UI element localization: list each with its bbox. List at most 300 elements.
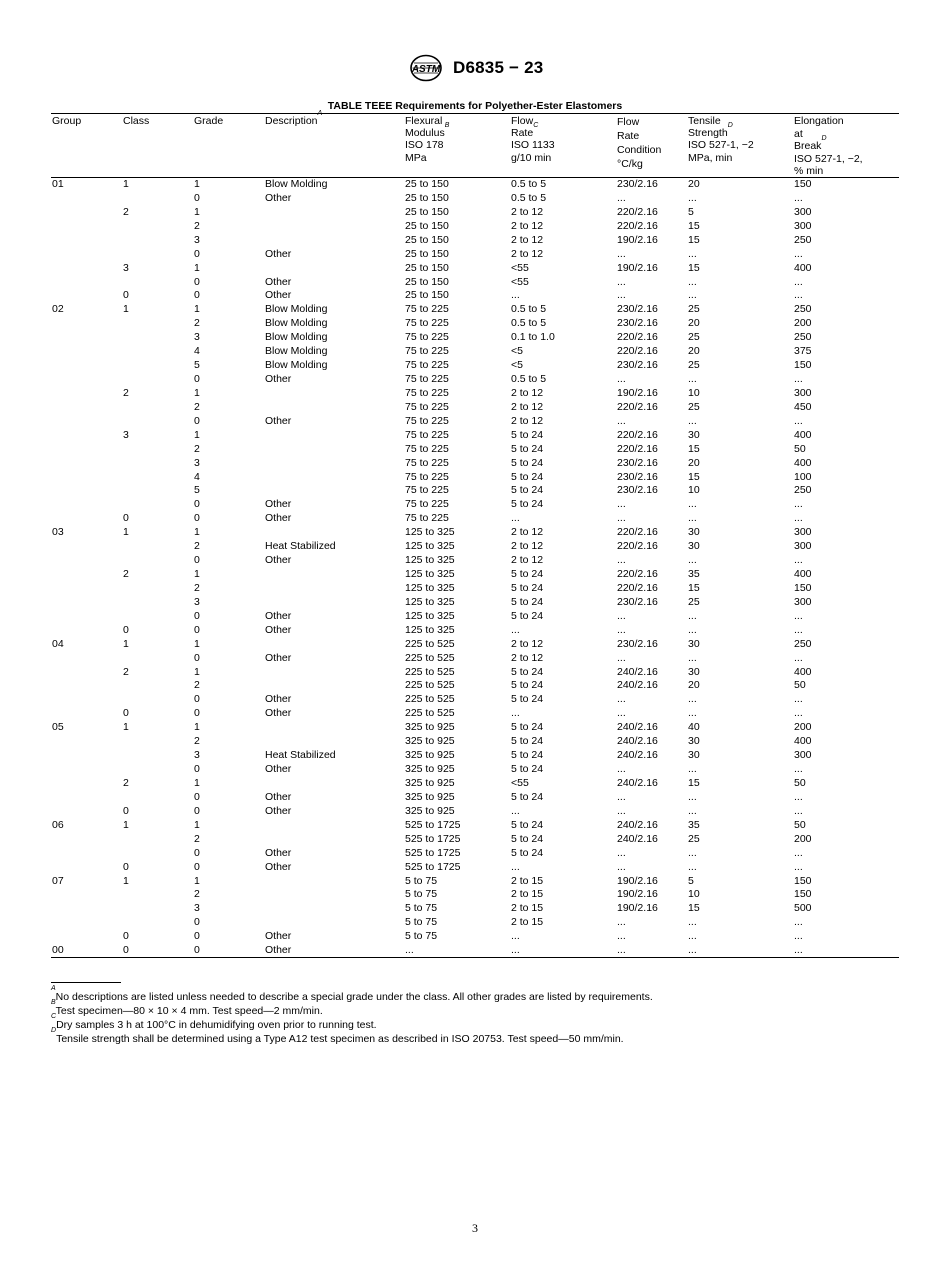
cell-flow-rate: 5 to 24 (511, 693, 544, 706)
cell-description: Blow Molding (265, 359, 328, 372)
cell-elongation: ... (794, 623, 803, 636)
cell-flow-rate: 0.5 to 5 (511, 317, 547, 330)
cell-grade: 0 (194, 275, 200, 288)
cell-tensile-strength: ... (688, 707, 697, 720)
cell-flexural-modulus: 25 to 150 (405, 205, 449, 218)
cell-class: 0 (123, 707, 129, 720)
table-row (0, 888, 950, 902)
cell-flexural-modulus: 75 to 225 (405, 400, 449, 413)
cell-description: Other (265, 804, 292, 817)
cell-flow-condition: ... (617, 275, 626, 288)
cell-tensile-strength: ... (688, 191, 697, 204)
cell-tensile-strength: 25 (688, 303, 700, 316)
footnote-rule (51, 982, 121, 983)
cell-flexural-modulus: 125 to 325 (405, 623, 455, 636)
cell-flow-condition: 240/2.16 (617, 679, 658, 692)
table-row (0, 373, 950, 387)
cell-flexural-modulus: 75 to 225 (405, 345, 449, 358)
cell-grade: 0 (194, 651, 200, 664)
cell-tensile-strength: 25 (688, 359, 700, 372)
footnote (51, 1027, 624, 1046)
cell-elongation: ... (794, 554, 803, 567)
cell-flexural-modulus: 75 to 225 (405, 359, 449, 372)
cell-grade: 0 (194, 944, 200, 957)
cell-flexural-modulus: 125 to 325 (405, 554, 455, 567)
table-row (0, 484, 950, 498)
table-row (0, 317, 950, 331)
cell-flow-condition: 240/2.16 (617, 776, 658, 789)
cell-elongation: 375 (794, 345, 812, 358)
cell-tensile-strength: ... (688, 498, 697, 511)
cell-grade: 0 (194, 763, 200, 776)
cell-tensile-strength: 30 (688, 526, 700, 539)
cell-elongation: 100 (794, 470, 812, 483)
cell-flexural-modulus: 75 to 225 (405, 428, 449, 441)
cell-elongation: 150 (794, 178, 812, 190)
cell-flexural-modulus: 325 to 925 (405, 776, 455, 789)
cell-grade: 0 (194, 554, 200, 567)
cell-elongation: 300 (794, 540, 812, 553)
cell-flow-rate: ... (511, 930, 520, 943)
table-row (0, 331, 950, 345)
footnote-text: No descriptions are listed unless needed to describe a special grade under the class. All other grades are listed by requirements. (55, 991, 653, 1003)
footnote (51, 985, 653, 1004)
cell-flow-rate: ... (511, 860, 520, 873)
cell-grade: 2 (194, 540, 200, 553)
cell-flow-condition: 220/2.16 (617, 540, 658, 553)
cell-flexural-modulus: 75 to 225 (405, 456, 449, 469)
cell-description: Blow Molding (265, 345, 328, 358)
cell-flexural-modulus: 325 to 925 (405, 721, 455, 734)
cell-flexural-modulus: 5 to 75 (405, 874, 438, 887)
cell-flow-condition: 220/2.16 (617, 568, 658, 581)
cell-class: 0 (123, 930, 129, 943)
cell-grade: 2 (194, 735, 200, 748)
cell-flow-rate: 2 to 12 (511, 233, 544, 246)
cell-tensile-strength: 30 (688, 428, 700, 441)
cell-flow-condition: 220/2.16 (617, 526, 658, 539)
cell-flexural-modulus: 225 to 525 (405, 637, 455, 650)
cell-flow-condition: 190/2.16 (617, 233, 658, 246)
cell-tensile-strength: ... (688, 693, 697, 706)
cell-flow-rate: 5 to 24 (511, 846, 544, 859)
cell-grade: 1 (194, 818, 200, 831)
table-top-rule (51, 113, 899, 114)
cell-flexural-modulus: 525 to 1725 (405, 846, 461, 859)
cell-flexural-modulus: 225 to 525 (405, 665, 455, 678)
cell-description: Other (265, 623, 292, 636)
cell-group: 05 (52, 721, 64, 734)
cell-tensile-strength: ... (688, 651, 697, 664)
cell-tensile-strength: ... (688, 944, 697, 957)
cell-flow-rate: 2 to 12 (511, 386, 544, 399)
table-row (0, 471, 950, 485)
cell-elongation: ... (794, 498, 803, 511)
cell-grade: 0 (194, 930, 200, 943)
cell-description: Other (265, 414, 292, 427)
footnote-mark: A (317, 110, 323, 117)
cell-grade: 0 (194, 414, 200, 427)
cell-flow-condition: ... (617, 860, 626, 873)
cell-flow-condition: ... (617, 623, 626, 636)
cell-elongation: ... (794, 944, 803, 957)
cell-flow-condition: 190/2.16 (617, 902, 658, 915)
table-row (0, 429, 950, 443)
cell-elongation: 300 (794, 595, 812, 608)
table-row (0, 582, 950, 596)
cell-flow-condition: 220/2.16 (617, 345, 658, 358)
cell-flow-condition: 190/2.16 (617, 888, 658, 901)
cell-class: 0 (123, 512, 129, 525)
cell-elongation: 400 (794, 568, 812, 581)
cell-flow-condition: 220/2.16 (617, 581, 658, 594)
cell-tensile-strength: ... (688, 289, 697, 302)
cell-flow-condition: 230/2.16 (617, 637, 658, 650)
cell-flexural-modulus: 75 to 225 (405, 498, 449, 511)
cell-flexural-modulus: 25 to 150 (405, 178, 449, 190)
cell-flow-condition: ... (617, 804, 626, 817)
cell-grade: 1 (194, 874, 200, 887)
cell-grade: 0 (194, 512, 200, 525)
cell-description: Other (265, 373, 292, 386)
cell-flow-condition: ... (617, 651, 626, 664)
cell-flow-rate: <55 (511, 776, 529, 789)
cell-elongation: ... (794, 860, 803, 873)
cell-class: 2 (123, 386, 129, 399)
cell-flow-condition: ... (617, 609, 626, 622)
cell-tensile-strength: ... (688, 414, 697, 427)
table-row (0, 693, 950, 707)
header-flow-condition: Flow Rate Condition °C/kg (617, 116, 662, 170)
table-row (0, 443, 950, 457)
cell-flexural-modulus: 125 to 325 (405, 581, 455, 594)
cell-class: 2 (123, 665, 129, 678)
header-class: Class (123, 115, 150, 127)
cell-class: 1 (123, 818, 129, 831)
cell-flexural-modulus: 525 to 1725 (405, 832, 461, 845)
cell-grade: 1 (194, 303, 200, 316)
cell-flow-rate: 5 to 24 (511, 442, 544, 455)
cell-flow-rate: <5 (511, 345, 523, 358)
cell-description: Heat Stabilized (265, 749, 336, 762)
cell-description: Blow Molding (265, 331, 328, 344)
cell-elongation: ... (794, 289, 803, 302)
cell-flexural-modulus: ... (405, 944, 414, 957)
cell-tensile-strength: 10 (688, 888, 700, 901)
cell-flow-condition: ... (617, 289, 626, 302)
cell-grade: 2 (194, 581, 200, 594)
cell-flexural-modulus: 325 to 925 (405, 804, 455, 817)
cell-group: 04 (52, 637, 64, 650)
cell-class: 2 (123, 205, 129, 218)
cell-tensile-strength: 15 (688, 233, 700, 246)
cell-elongation: ... (794, 609, 803, 622)
cell-elongation: 300 (794, 219, 812, 232)
cell-group: 00 (52, 944, 64, 957)
cell-flow-condition: 230/2.16 (617, 456, 658, 469)
cell-flow-condition: ... (617, 707, 626, 720)
cell-flow-rate: 2 to 12 (511, 205, 544, 218)
cell-tensile-strength: ... (688, 846, 697, 859)
cell-elongation: ... (794, 763, 803, 776)
footnote-mark: C (51, 1013, 57, 1020)
footnote (51, 999, 323, 1018)
cell-grade: 0 (194, 846, 200, 859)
cell-tensile-strength: 20 (688, 456, 700, 469)
cell-tensile-strength: 30 (688, 735, 700, 748)
cell-flexural-modulus: 225 to 525 (405, 679, 455, 692)
cell-tensile-strength: 25 (688, 400, 700, 413)
cell-class: 3 (123, 428, 129, 441)
cell-tensile-strength: ... (688, 554, 697, 567)
cell-flow-condition: ... (617, 763, 626, 776)
cell-grade: 1 (194, 776, 200, 789)
cell-flow-rate: 2 to 12 (511, 247, 544, 260)
cell-grade: 5 (194, 359, 200, 372)
cell-flexural-modulus: 75 to 225 (405, 317, 449, 330)
cell-description: Other (265, 846, 292, 859)
cell-flow-rate: 2 to 12 (511, 400, 544, 413)
cell-flow-condition: 230/2.16 (617, 470, 658, 483)
cell-grade: 2 (194, 219, 200, 232)
cell-grade: 1 (194, 526, 200, 539)
cell-flow-condition: ... (617, 191, 626, 204)
cell-tensile-strength: 35 (688, 568, 700, 581)
table-row (0, 861, 950, 875)
cell-description: Other (265, 498, 292, 511)
cell-flow-rate: 5 to 24 (511, 832, 544, 845)
table-row (0, 498, 950, 512)
table-row (0, 791, 950, 805)
cell-tensile-strength: 10 (688, 484, 700, 497)
cell-elongation: 150 (794, 888, 812, 901)
cell-grade: 5 (194, 484, 200, 497)
table-row (0, 359, 950, 373)
cell-flexural-modulus: 525 to 1725 (405, 818, 461, 831)
cell-description: Other (265, 930, 292, 943)
cell-tensile-strength: ... (688, 930, 697, 943)
table-row (0, 248, 950, 262)
cell-flow-rate: 5 to 24 (511, 568, 544, 581)
cell-flow-rate: 2 to 12 (511, 540, 544, 553)
cell-elongation: ... (794, 707, 803, 720)
cell-grade: 0 (194, 804, 200, 817)
cell-flexural-modulus: 5 to 75 (405, 902, 438, 915)
cell-elongation: 50 (794, 679, 806, 692)
cell-grade: 1 (194, 428, 200, 441)
cell-grade: 2 (194, 679, 200, 692)
cell-flexural-modulus: 125 to 325 (405, 568, 455, 581)
cell-flow-condition: 230/2.16 (617, 484, 658, 497)
cell-flow-condition: ... (617, 414, 626, 427)
cell-elongation: ... (794, 373, 803, 386)
cell-elongation: ... (794, 846, 803, 859)
cell-flexural-modulus: 25 to 150 (405, 275, 449, 288)
cell-tensile-strength: ... (688, 623, 697, 636)
cell-flow-rate: 0.5 to 5 (511, 303, 547, 316)
cell-elongation: ... (794, 790, 803, 803)
cell-flow-condition: 220/2.16 (617, 442, 658, 455)
cell-flexural-modulus: 75 to 225 (405, 442, 449, 455)
table-row (0, 457, 950, 471)
cell-flexural-modulus: 25 to 150 (405, 233, 449, 246)
cell-tensile-strength: 5 (688, 874, 694, 887)
cell-flow-condition: 240/2.16 (617, 832, 658, 845)
cell-flow-rate: ... (511, 804, 520, 817)
cell-grade: 1 (194, 637, 200, 650)
cell-tensile-strength: 15 (688, 776, 700, 789)
cell-flow-rate: 0.1 to 1.0 (511, 331, 555, 344)
cell-grade: 0 (194, 373, 200, 386)
cell-flow-rate: 2 to 12 (511, 554, 544, 567)
cell-elongation: 150 (794, 359, 812, 372)
table-row (0, 833, 950, 847)
cell-grade: 1 (194, 721, 200, 734)
cell-flexural-modulus: 125 to 325 (405, 595, 455, 608)
cell-flow-condition: ... (617, 693, 626, 706)
cell-description: Other (265, 707, 292, 720)
cell-flow-condition: ... (617, 930, 626, 943)
cell-flow-rate: ... (511, 707, 520, 720)
header-tensile-strength: Tensile Strength$^D$ ISO 527-1, −2 MPa, min (688, 115, 754, 164)
footnote-mark: C (533, 122, 539, 130)
cell-elongation: ... (794, 275, 803, 288)
cell-flow-condition: 230/2.16 (617, 595, 658, 608)
cell-flow-rate: 5 to 24 (511, 470, 544, 483)
table-row (0, 192, 950, 206)
cell-tensile-strength: 5 (688, 205, 694, 218)
cell-grade: 3 (194, 331, 200, 344)
cell-tensile-strength: 15 (688, 442, 700, 455)
cell-tensile-strength: ... (688, 860, 697, 873)
cell-description: Other (265, 763, 292, 776)
cell-description: Blow Molding (265, 178, 328, 190)
cell-flow-rate: 5 to 24 (511, 818, 544, 831)
cell-grade: 0 (194, 623, 200, 636)
cell-elongation: 200 (794, 721, 812, 734)
cell-tensile-strength: 30 (688, 749, 700, 762)
cell-tensile-strength: ... (688, 512, 697, 525)
table-row (0, 512, 950, 526)
cell-flow-condition: 230/2.16 (617, 303, 658, 316)
cell-elongation: ... (794, 191, 803, 204)
cell-group: 02 (52, 303, 64, 316)
table-row (0, 220, 950, 234)
cell-grade: 1 (194, 665, 200, 678)
cell-flow-rate: 5 to 24 (511, 456, 544, 469)
cell-elongation: 200 (794, 317, 812, 330)
table-row (0, 624, 950, 638)
cell-flow-condition: ... (617, 916, 626, 929)
table-row (0, 902, 950, 916)
cell-flow-rate: 2 to 15 (511, 902, 544, 915)
cell-flow-rate: 2 to 15 (511, 874, 544, 887)
cell-grade: 0 (194, 860, 200, 873)
table-row (0, 234, 950, 248)
cell-elongation: 400 (794, 428, 812, 441)
cell-flow-condition: 220/2.16 (617, 219, 658, 232)
cell-flexural-modulus: 225 to 525 (405, 651, 455, 664)
page-number: 3 (472, 1221, 478, 1235)
cell-grade: 3 (194, 749, 200, 762)
cell-flexural-modulus: 125 to 325 (405, 526, 455, 539)
cell-flexural-modulus: 5 to 75 (405, 930, 438, 943)
cell-class: 3 (123, 261, 129, 274)
footnote-text: Dry samples 3 h at 100°C in dehumidifying oven prior to running test. (56, 1019, 377, 1031)
cell-flow-condition: ... (617, 846, 626, 859)
cell-flow-condition: ... (617, 554, 626, 567)
cell-flexural-modulus: 225 to 525 (405, 693, 455, 706)
cell-tensile-strength: 25 (688, 595, 700, 608)
cell-grade: 0 (194, 693, 200, 706)
table-row (0, 916, 950, 930)
cell-elongation: ... (794, 651, 803, 664)
table-row (0, 749, 950, 763)
table-row (0, 875, 950, 889)
cell-flexural-modulus: 25 to 150 (405, 289, 449, 302)
cell-grade: 1 (194, 205, 200, 218)
cell-tensile-strength: 35 (688, 818, 700, 831)
cell-flexural-modulus: 75 to 225 (405, 470, 449, 483)
cell-flow-condition: ... (617, 247, 626, 260)
cell-flow-rate: 5 to 24 (511, 790, 544, 803)
cell-group: 01 (52, 178, 64, 190)
cell-class: 0 (123, 944, 129, 957)
cell-elongation: 50 (794, 818, 806, 831)
cell-flexural-modulus: 125 to 325 (405, 609, 455, 622)
cell-description: Other (265, 860, 292, 873)
cell-flexural-modulus: 325 to 925 (405, 735, 455, 748)
cell-flow-rate: 2 to 12 (511, 414, 544, 427)
table-row (0, 596, 950, 610)
footnote-mark: D (727, 122, 733, 130)
footnote (51, 1013, 377, 1032)
cell-group: 06 (52, 818, 64, 831)
cell-grade: 4 (194, 470, 200, 483)
cell-elongation: ... (794, 247, 803, 260)
cell-class: 1 (123, 874, 129, 887)
cell-flow-rate: 5 to 24 (511, 581, 544, 594)
cell-flow-condition: 230/2.16 (617, 359, 658, 372)
cell-class: 1 (123, 526, 129, 539)
cell-flow-condition: 240/2.16 (617, 749, 658, 762)
cell-flow-rate: ... (511, 944, 520, 957)
cell-flexural-modulus: 325 to 925 (405, 790, 455, 803)
cell-flow-rate: 5 to 24 (511, 721, 544, 734)
cell-flow-condition: 240/2.16 (617, 665, 658, 678)
table-row (0, 387, 950, 401)
cell-flow-rate: ... (511, 512, 520, 525)
cell-grade: 1 (194, 261, 200, 274)
cell-tensile-strength: 15 (688, 261, 700, 274)
cell-elongation: 400 (794, 261, 812, 274)
header-grade: Grade (194, 115, 224, 127)
table-row (0, 568, 950, 582)
document-designation: D6835 − 23 (453, 58, 544, 77)
cell-grade: 2 (194, 317, 200, 330)
cell-elongation: 250 (794, 484, 812, 497)
cell-tensile-strength: ... (688, 790, 697, 803)
table-row (0, 401, 950, 415)
table-row (0, 206, 950, 220)
cell-description: Other (265, 609, 292, 622)
cell-class: 1 (123, 303, 129, 316)
cell-flexural-modulus: 5 to 75 (405, 916, 438, 929)
cell-tensile-strength: 30 (688, 637, 700, 650)
cell-flow-rate: 5 to 24 (511, 749, 544, 762)
cell-flexural-modulus: 325 to 925 (405, 763, 455, 776)
cell-grade: 0 (194, 916, 200, 929)
